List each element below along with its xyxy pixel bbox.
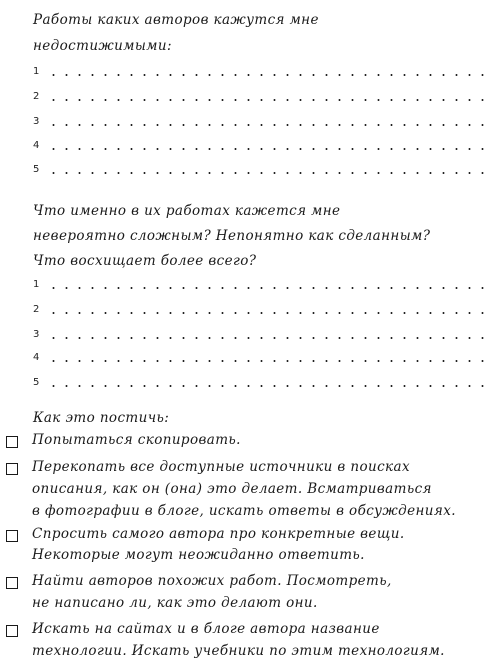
checklist-item-text: Искать на сайтах и в блоге автора название	[32, 621, 380, 637]
line-number: 3	[33, 329, 40, 340]
line-number: 2	[33, 304, 40, 315]
answer-line[interactable]	[33, 329, 493, 341]
line-number: 3	[33, 116, 40, 127]
dotted-line	[47, 74, 493, 76]
dotted-line	[47, 287, 493, 289]
dotted-line	[47, 312, 493, 314]
checklist-item-text: в фотографии в блоге, искать ответы в обсуждениях.	[32, 503, 456, 519]
section1-question-line-2: недостижимыми:	[33, 38, 172, 54]
answer-line[interactable]	[33, 164, 493, 176]
checklist-item-text: Найти авторов похожих работ. Посмотреть,	[32, 573, 392, 589]
checkbox[interactable]	[6, 463, 18, 475]
line-number: 5	[33, 377, 40, 388]
checklist-item-text: Попытаться скопировать.	[32, 432, 241, 448]
answer-line[interactable]	[33, 66, 493, 78]
section2-question-line-2: невероятно сложным? Непонятно как сделанным?	[33, 228, 431, 244]
dotted-line	[47, 337, 493, 339]
section2-question-line-1: Что именно в их работах кажется мне	[33, 203, 341, 219]
section2-question-line-3: Что восхищает более всего?	[33, 253, 257, 269]
checklist-item-text: Перекопать все доступные источники в поисках	[32, 459, 410, 475]
dotted-line	[47, 360, 493, 362]
line-number: 5	[33, 164, 40, 175]
answer-line[interactable]	[33, 279, 493, 291]
line-number: 1	[33, 66, 40, 77]
checklist-item-text: не написано ли, как это делают они.	[32, 595, 318, 611]
answer-line[interactable]	[33, 352, 493, 364]
section1-question-line-1: Работы каких авторов кажутся мне	[33, 12, 319, 28]
checklist-item-text: Спросить самого автора про конкретные вещи.	[32, 526, 405, 542]
checkbox[interactable]	[6, 625, 18, 637]
checklist-item-text: Некоторые могут неожиданно ответить.	[32, 547, 365, 563]
answer-line[interactable]	[33, 91, 493, 103]
dotted-line	[47, 148, 493, 150]
checkbox[interactable]	[6, 436, 18, 448]
line-number: 4	[33, 140, 40, 151]
answer-line[interactable]	[33, 116, 493, 128]
dotted-line	[47, 124, 493, 126]
checklist-item-text: технологии. Искать учебники по этим технологиям.	[32, 643, 445, 659]
line-number: 2	[33, 91, 40, 102]
dotted-line	[47, 385, 493, 387]
dotted-line	[47, 172, 493, 174]
checkbox[interactable]	[6, 530, 18, 542]
checklist-item-text: описания, как он (она) это делает. Всматриваться	[32, 481, 432, 497]
line-number: 4	[33, 352, 40, 363]
dotted-line	[47, 99, 493, 101]
checkbox[interactable]	[6, 577, 18, 589]
answer-line[interactable]	[33, 140, 493, 152]
answer-line[interactable]	[33, 304, 493, 316]
section3-heading: Как это постичь:	[33, 410, 170, 426]
answer-line[interactable]	[33, 377, 493, 389]
line-number: 1	[33, 279, 40, 290]
